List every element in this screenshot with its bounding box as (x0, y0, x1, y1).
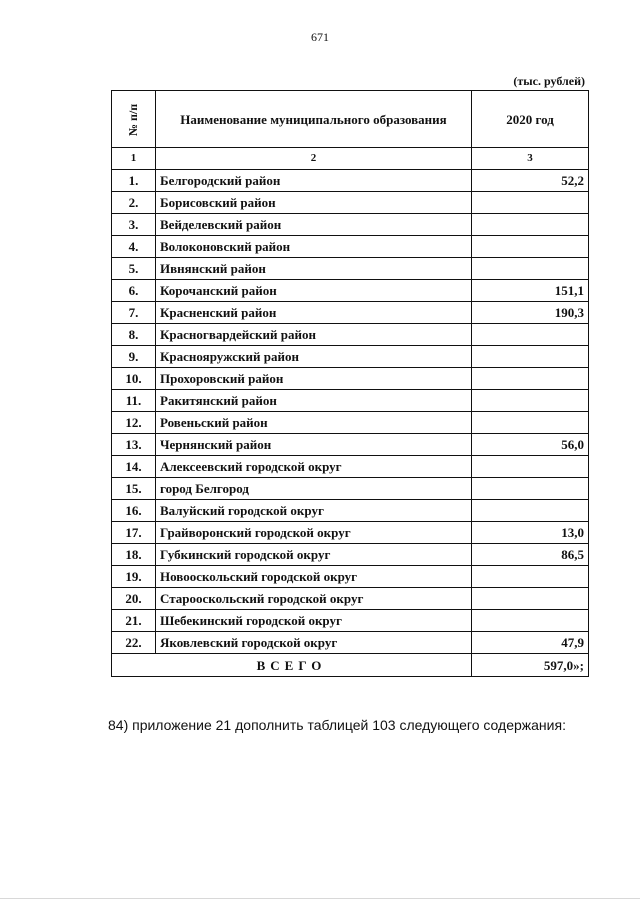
row-number: 2. (112, 192, 156, 214)
row-number: 20. (112, 588, 156, 610)
table-row (112, 258, 589, 280)
table-row (112, 390, 589, 412)
row-number: 4. (112, 236, 156, 258)
amount-2020 (472, 566, 589, 588)
amount-2020: 190,3 (472, 302, 589, 324)
table-row (112, 566, 589, 588)
row-number: 12. (112, 412, 156, 434)
table-row (112, 544, 589, 566)
table-row (112, 192, 589, 214)
amount-2020 (472, 258, 589, 280)
amount-2020: 151,1 (472, 280, 589, 302)
table-row (112, 632, 589, 654)
table-row (112, 280, 589, 302)
municipality-name: Корочанский район (156, 280, 472, 302)
table-row (112, 236, 589, 258)
row-number: 13. (112, 434, 156, 456)
row-number: 22. (112, 632, 156, 654)
municipality-name: Красногвардейский район (156, 324, 472, 346)
table-row (112, 522, 589, 544)
table-row (112, 478, 589, 500)
table-row (112, 302, 589, 324)
amount-2020 (472, 610, 589, 632)
table-header-row (112, 91, 589, 148)
municipality-name: Грайворонский городской округ (156, 522, 472, 544)
amount-2020: 52,2 (472, 170, 589, 192)
table-row (112, 412, 589, 434)
amount-2020 (472, 346, 589, 368)
row-number: 11. (112, 390, 156, 412)
municipality-name: Вейделевский район (156, 214, 472, 236)
municipality-name: Волоконовский район (156, 236, 472, 258)
column-index-row (112, 148, 589, 170)
municipality-name: Ровеньский район (156, 412, 472, 434)
amount-2020 (472, 478, 589, 500)
table-row (112, 214, 589, 236)
amount-2020 (472, 214, 589, 236)
municipality-name: Алексеевский городской округ (156, 456, 472, 478)
municipality-name: Губкинский городской округ (156, 544, 472, 566)
total-value: 597,0»; (472, 654, 589, 677)
amount-2020 (472, 456, 589, 478)
row-number: 14. (112, 456, 156, 478)
amount-2020 (472, 500, 589, 522)
amount-2020: 56,0 (472, 434, 589, 456)
column-index: 3 (472, 148, 589, 170)
amount-2020 (472, 390, 589, 412)
column-header-name: Наименование муниципального образования (156, 91, 472, 148)
table-row (112, 170, 589, 192)
table-row (112, 588, 589, 610)
municipality-name: Белгородский район (156, 170, 472, 192)
row-number: 19. (112, 566, 156, 588)
row-number: 16. (112, 500, 156, 522)
table-row (112, 456, 589, 478)
column-index: 1 (112, 148, 156, 170)
municipality-name: Чернянский район (156, 434, 472, 456)
row-number: 9. (112, 346, 156, 368)
row-number: 21. (112, 610, 156, 632)
municipality-name: Красненский район (156, 302, 472, 324)
municipality-name: Ивнянский район (156, 258, 472, 280)
column-header-number: № п/п (112, 91, 156, 148)
table-row (112, 324, 589, 346)
row-number: 15. (112, 478, 156, 500)
municipality-name: Старооскольский городской округ (156, 588, 472, 610)
total-row (112, 654, 589, 677)
amendment-paragraph: 84) приложение 21 дополнить таблицей 103 следующего содержания: (108, 717, 566, 733)
row-number: 6. (112, 280, 156, 302)
row-number: 5. (112, 258, 156, 280)
municipality-name: Ракитянский район (156, 390, 472, 412)
municipality-name: Шебекинский городской округ (156, 610, 472, 632)
amount-2020 (472, 236, 589, 258)
table-body (112, 170, 589, 654)
page-number: 671 (311, 30, 329, 44)
row-number: 1. (112, 170, 156, 192)
unit-note: (тыс. рублей) (513, 74, 585, 88)
table-row (112, 368, 589, 390)
amount-2020 (472, 368, 589, 390)
page-edge-line (0, 898, 640, 899)
municipality-name: Прохоровский район (156, 368, 472, 390)
row-number: 3. (112, 214, 156, 236)
row-number: 8. (112, 324, 156, 346)
amount-2020 (472, 412, 589, 434)
table-row (112, 500, 589, 522)
amount-2020: 47,9 (472, 632, 589, 654)
table-row (112, 346, 589, 368)
municipality-name: Новооскольский городской округ (156, 566, 472, 588)
row-number: 17. (112, 522, 156, 544)
column-index: 2 (156, 148, 472, 170)
municipality-name: Яковлевский городской округ (156, 632, 472, 654)
table-row (112, 434, 589, 456)
column-header-year: 2020 год (472, 91, 589, 148)
row-number: 10. (112, 368, 156, 390)
table-row (112, 610, 589, 632)
municipality-name: Борисовский район (156, 192, 472, 214)
row-number: 18. (112, 544, 156, 566)
amount-2020 (472, 192, 589, 214)
budget-table (111, 90, 589, 677)
amount-2020: 86,5 (472, 544, 589, 566)
row-number: 7. (112, 302, 156, 324)
total-label: ВСЕГО (112, 654, 472, 677)
amount-2020: 13,0 (472, 522, 589, 544)
municipality-name: Валуйский городской округ (156, 500, 472, 522)
amount-2020 (472, 324, 589, 346)
municipality-name: город Белгород (156, 478, 472, 500)
municipality-name: Краснояружский район (156, 346, 472, 368)
amount-2020 (472, 588, 589, 610)
